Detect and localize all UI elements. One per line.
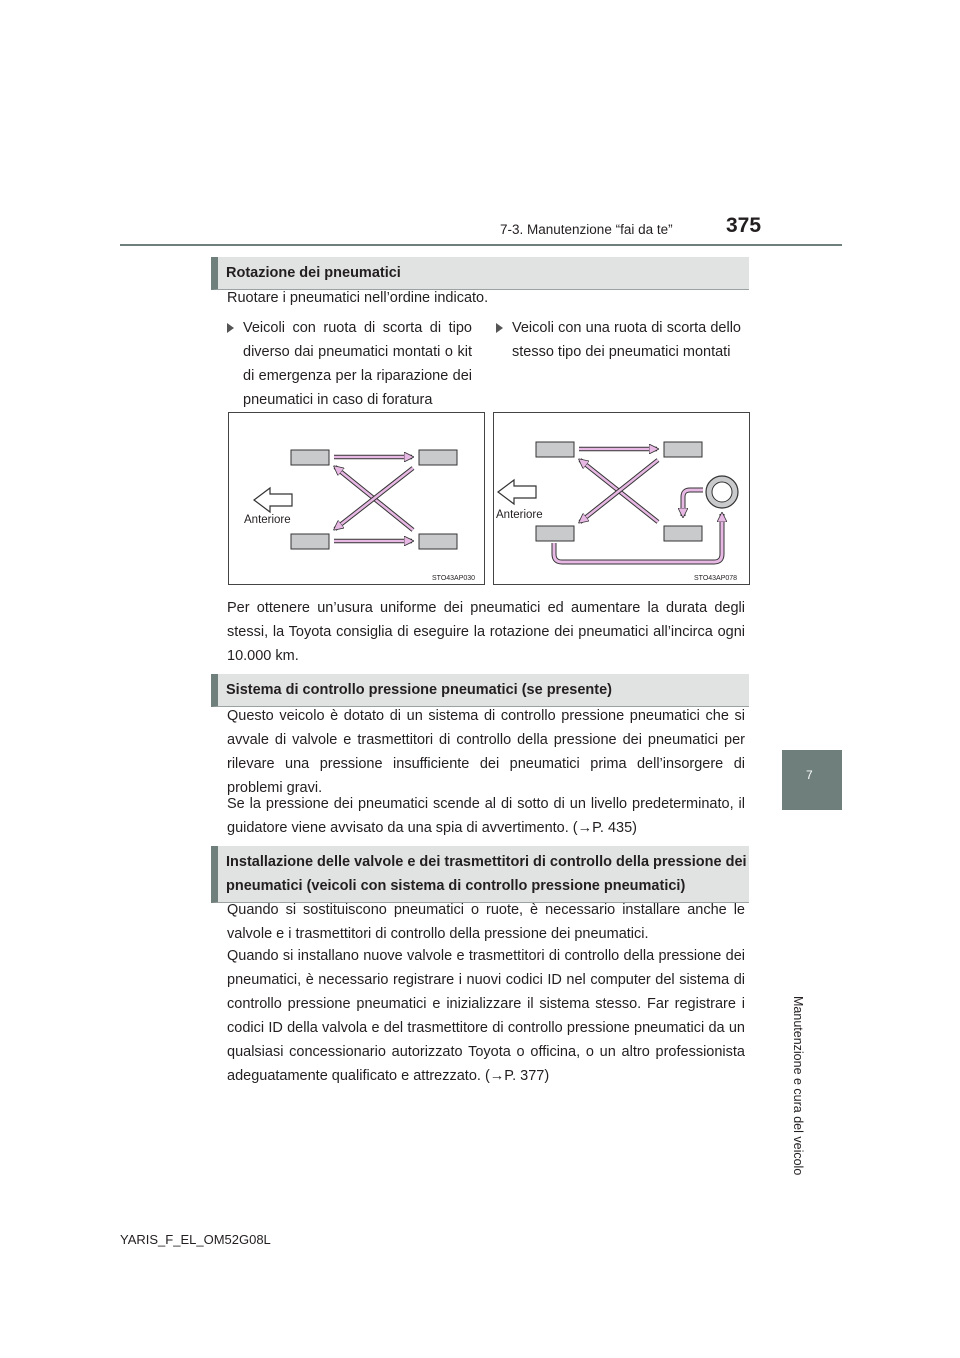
installation-para-1: Quando si sostituiscono pneumatici o ruote, è necessario installare anche le valvole e i trasmettitori di controllo della pressione dei pneumatici. <box>227 902 745 942</box>
front-label: Anteriore <box>244 514 291 526</box>
section-title: 7-3. Manutenzione “fai da te” <box>500 222 673 237</box>
header-rule <box>120 244 842 246</box>
tire-rear-right <box>664 526 702 541</box>
tire-front-right <box>419 450 457 465</box>
diagram-left <box>229 413 485 585</box>
figure-code: STO43AP030 <box>432 575 476 582</box>
bullet-triangle-icon <box>227 323 234 333</box>
tire-front-left <box>536 442 574 457</box>
tire-rear-left <box>291 534 329 549</box>
intro-text: Ruotare i pneumatici nell’ordine indicato. <box>227 290 489 306</box>
bullet-different-spare <box>227 316 472 412</box>
tire-rear-right <box>419 534 457 549</box>
figure-code: STO43AP078 <box>694 575 738 582</box>
tpms-warning: Se la pressione dei pneumatici scende al di sotto di un livello predeterminato, il guidatore viene avvisato da una spia di avvertimento. (→P. 435) <box>227 796 745 836</box>
document-code: YARIS_F_EL_OM52G08L <box>120 1232 271 1247</box>
tire-front-left <box>291 450 329 465</box>
heading-installation: Installazione delle valvole e dei trasmettitori di controllo della pressione dei pneumatici (veicoli con sistema di controllo pressione pneumatici) <box>211 846 749 903</box>
bullet-text: Veicoli con una ruota di scorta dello stesso tipo dei pneumatici montati <box>512 320 741 360</box>
rotation-advice: Per ottenere un’usura uniforme dei pneumatici ed aumentare la durata degli stessi, la Toyota consiglia di eseguire la rotazione dei pneumatici all’incirca ogni 10.000 km. <box>227 600 745 664</box>
tire-rear-left <box>536 526 574 541</box>
chapter-number: 7 <box>806 768 813 782</box>
heading-tpms: Sistema di controllo pressione pneumatici (se presente) <box>211 674 749 707</box>
bullet-same-spare <box>496 316 741 364</box>
page-number: 375 <box>726 214 762 237</box>
tire-rotation-figure <box>228 412 750 585</box>
front-label: Anteriore <box>496 509 543 521</box>
bullet-text: Veicoli con ruota di scorta di tipo diverso dai pneumatici montati o kit di emergenza per la riparazione dei pneumatici in caso di foratura <box>243 320 472 408</box>
bullet-triangle-icon <box>496 323 503 333</box>
tpms-description: Questo veicolo è dotato di un sistema di controllo pressione pneumatici che si avvale di valvole e trasmettitori di controllo della pressione dei pneumatici per rilevare una pressione insufficiente dei pneumatici prima dell’insorgere di problemi gravi. <box>227 708 745 796</box>
diagram-right <box>494 413 750 585</box>
chapter-title: Manutenzione e cura del veicolo <box>791 996 805 1176</box>
chapter-tab <box>782 750 842 810</box>
tire-front-right <box>664 442 702 457</box>
installation-para-2: Quando si installano nuove valvole e trasmettitori di controllo della pressione dei pneumatici, è necessario registrare i nuovi codici ID nel computer del sistema di controllo pressione pneumatici e inizializzare il sistema stesso. Far registrare i codici ID della valvola e del trasmettitore di controllo pressione pneumatici da un qualsiasi concessionario autorizzato Toyota o officina, o un altro professionista adeguatamente qualificato e attrezzato. (→P. 377) <box>227 948 745 1084</box>
heading-rotazione: Rotazione dei pneumatici <box>211 257 749 290</box>
